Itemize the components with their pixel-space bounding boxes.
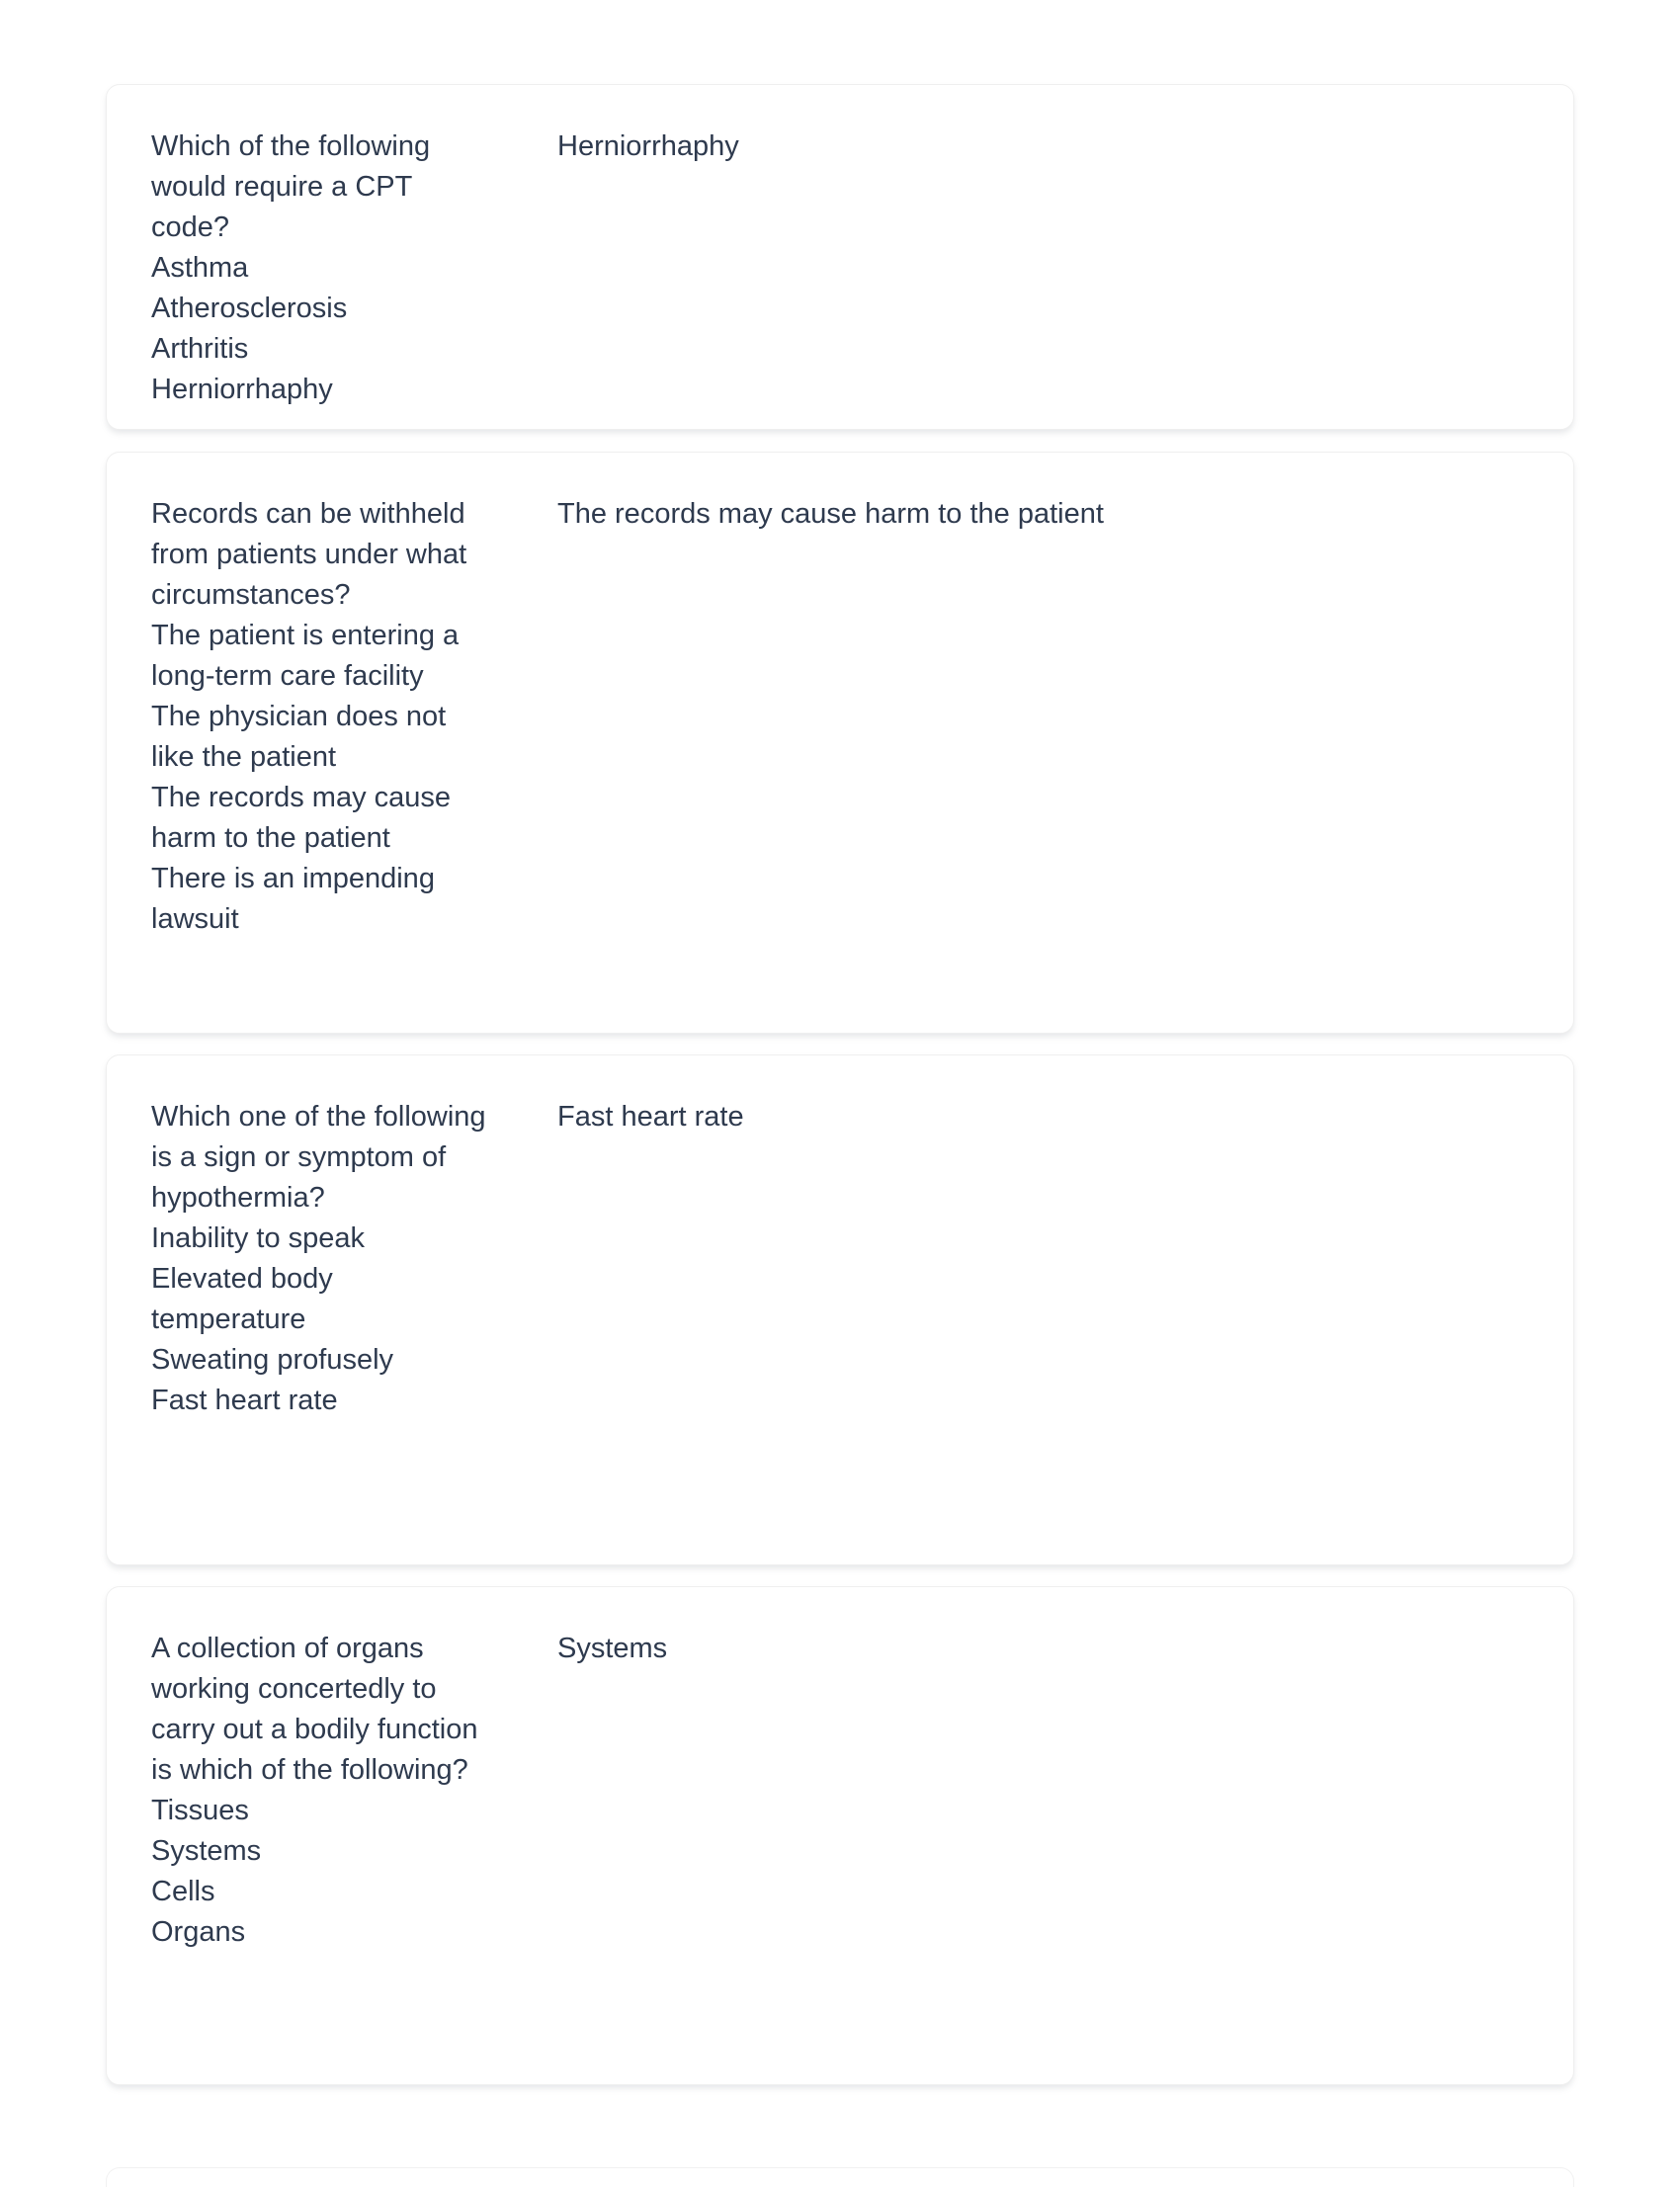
question-answer-card xyxy=(106,1054,1574,1565)
question-answer-card xyxy=(106,84,1574,430)
question-text: Which of the following would require a CPT code? xyxy=(151,130,431,243)
answer-text: Fast heart rate xyxy=(557,1101,744,1133)
next-card-top-edge xyxy=(106,2167,1574,2187)
option-text: Atherosclerosis xyxy=(151,293,348,324)
option-text: Asthma xyxy=(151,252,249,284)
question-text: Which one of the following is a sign or symptom of hypothermia? xyxy=(151,1101,486,1214)
option-text: Arthritis xyxy=(151,333,249,365)
question-block xyxy=(151,126,492,410)
option-text: Herniorrhaphy xyxy=(151,374,333,405)
option-text: Sweating profusely xyxy=(151,1344,394,1376)
option-text: Tissues xyxy=(151,1795,249,1826)
answer-text: Herniorrhaphy xyxy=(557,130,739,162)
option-text: Elevated body temperature xyxy=(151,1263,333,1335)
question-text: Records can be withheld from patients under what circumstances? xyxy=(151,498,467,611)
question-block xyxy=(151,1629,492,1953)
question-block xyxy=(151,494,492,940)
question-block xyxy=(151,1097,492,1421)
option-text: Fast heart rate xyxy=(151,1385,338,1416)
option-text: There is an impending lawsuit xyxy=(151,863,435,935)
answer-text: Systems xyxy=(557,1633,668,1664)
option-text: The records may cause harm to the patient xyxy=(151,782,452,854)
question-text: A collection of organs working concertedly to carry out a bodily function is which of the following? xyxy=(151,1633,478,1786)
option-text: Inability to speak xyxy=(151,1222,366,1254)
option-text: The physician does not like the patient xyxy=(151,701,447,773)
question-answer-card xyxy=(106,1586,1574,2085)
answer-text: The records may cause harm to the patient xyxy=(557,498,1104,530)
option-text: Systems xyxy=(151,1835,262,1867)
option-text: Cells xyxy=(151,1876,215,1907)
question-answer-card xyxy=(106,452,1574,1034)
option-text: Organs xyxy=(151,1916,246,1948)
option-text: The patient is entering a long-term care facility xyxy=(151,620,460,692)
